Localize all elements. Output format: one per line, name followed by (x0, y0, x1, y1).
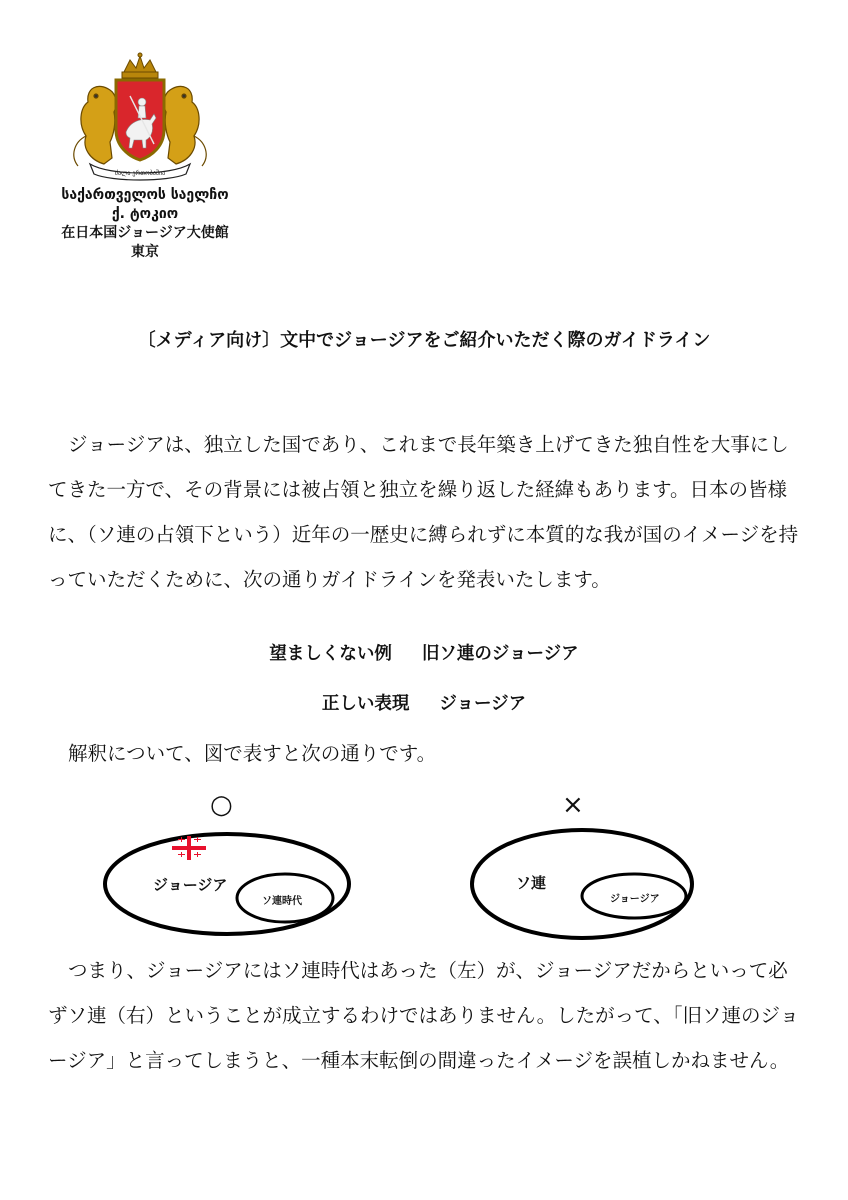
correct-circle-mark: ○ (210, 790, 233, 820)
right-outer-label: ソ連 (516, 874, 547, 892)
correct-expression (0, 690, 848, 715)
diagram-area (0, 790, 848, 940)
city-name-georgian: ქ. ტოკიო (111, 206, 179, 222)
undesirable-example (0, 640, 848, 665)
left-venn-diagram (100, 818, 360, 938)
city-name-japanese: 東京 (131, 244, 159, 260)
outer-ellipse-soviet-union (472, 830, 692, 938)
emblem-motto: ძალა ერთობაშია (114, 170, 166, 177)
correct-value: ジョージア (439, 694, 527, 714)
left-outer-label: ジョージア (153, 876, 228, 894)
right-venn-diagram (468, 818, 708, 942)
embassy-name-georgian: საქართველოს საელჩო (61, 187, 229, 203)
conclusion-paragraph: つまり、ジョージアにはソ連時代はあった（左）が、ジョージアだからといって必ずソ連（右）ということが成立するわけではありません。したがって、「旧ソ連のジョージア」と言ってしまうと、一種本末転倒の間違ったイメージを誤植しかねません。 (48, 959, 800, 1072)
explanation-lead: 解釈について、図で表すと次の通りです。 (68, 742, 437, 765)
undesirable-label: 望ましくない例 (269, 644, 392, 664)
incorrect-cross-mark: × (562, 790, 584, 820)
embassy-name-japanese: 在日本国ジョージア大使館 (61, 225, 229, 241)
coat-of-arms-emblem (60, 52, 220, 182)
left-inner-label: ソ連時代 (262, 896, 302, 907)
georgia-flag-icon (172, 836, 206, 860)
document-title: 〔メディア向け〕文中でジョージアをご紹介いただく際のガイドライン (137, 330, 711, 351)
intro-paragraph: ジョージアは、独立した国であり、これまで長年築き上げてきた独自性を大事にしてきた一方で、その背景には被占領と独立を繰り返した経緯もあります。日本の皆様に、（ソ連の占領下という）近年の一歴史に縛られずに本質的な我が国のイメージを持っていただくために、次の通りガイドラインを発表いたします。 (48, 433, 799, 591)
right-inner-label: ジョージア (610, 894, 660, 905)
correct-label: 正しい表現 (321, 694, 410, 714)
undesirable-value: 旧ソ連のジョージア (421, 644, 579, 664)
letterhead (40, 186, 250, 262)
